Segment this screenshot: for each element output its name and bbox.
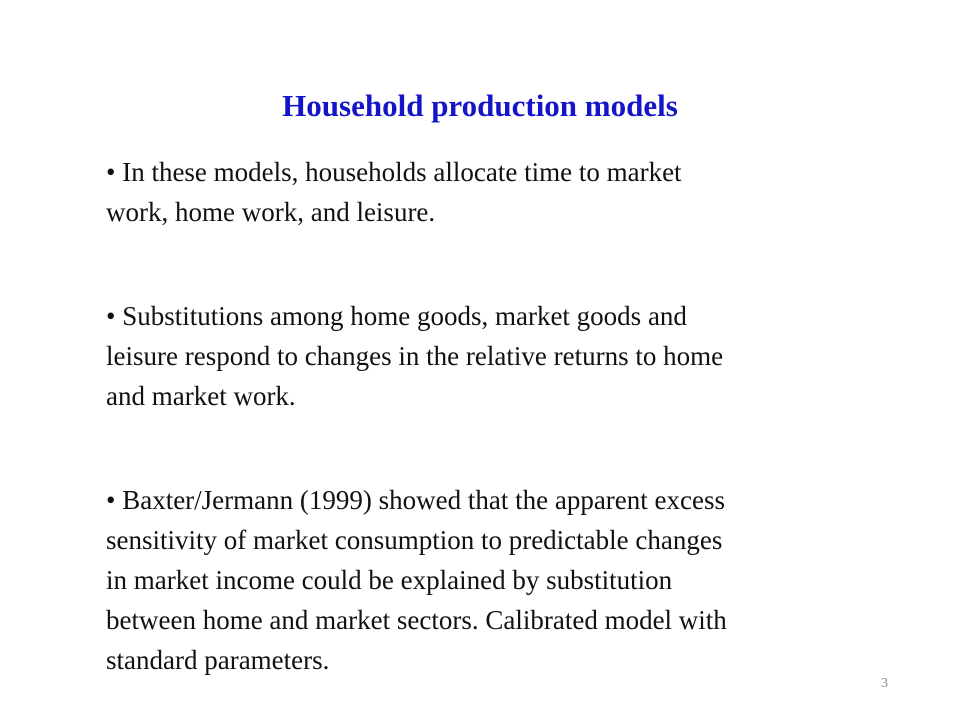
bullet-line: • Baxter/Jermann (1999) showed that the apparent excess [106,485,725,515]
bullet-line: sensitivity of market consumption to predictable changes [106,525,723,555]
bullet-line: • In these models, households allocate time to market [106,157,682,187]
bullet-line: • Substitutions among home goods, market goods and [106,301,687,331]
bullet-line: between home and market sectors. Calibrated model with [106,605,727,635]
bullet-line: standard parameters. [106,645,330,675]
page-number: 3 [881,676,888,691]
bullet-line: and market work. [106,381,296,411]
bullet-item-1 [106,152,866,232]
bullet-line: leisure respond to changes in the relative returns to home [106,341,724,371]
bullet-item-3 [106,480,866,680]
bullet-line: work, home work, and leisure. [106,197,436,227]
bullet-line: in market income could be explained by substitution [106,565,673,595]
bullet-item-2 [106,296,866,416]
slide-title: Household production models [282,88,678,123]
